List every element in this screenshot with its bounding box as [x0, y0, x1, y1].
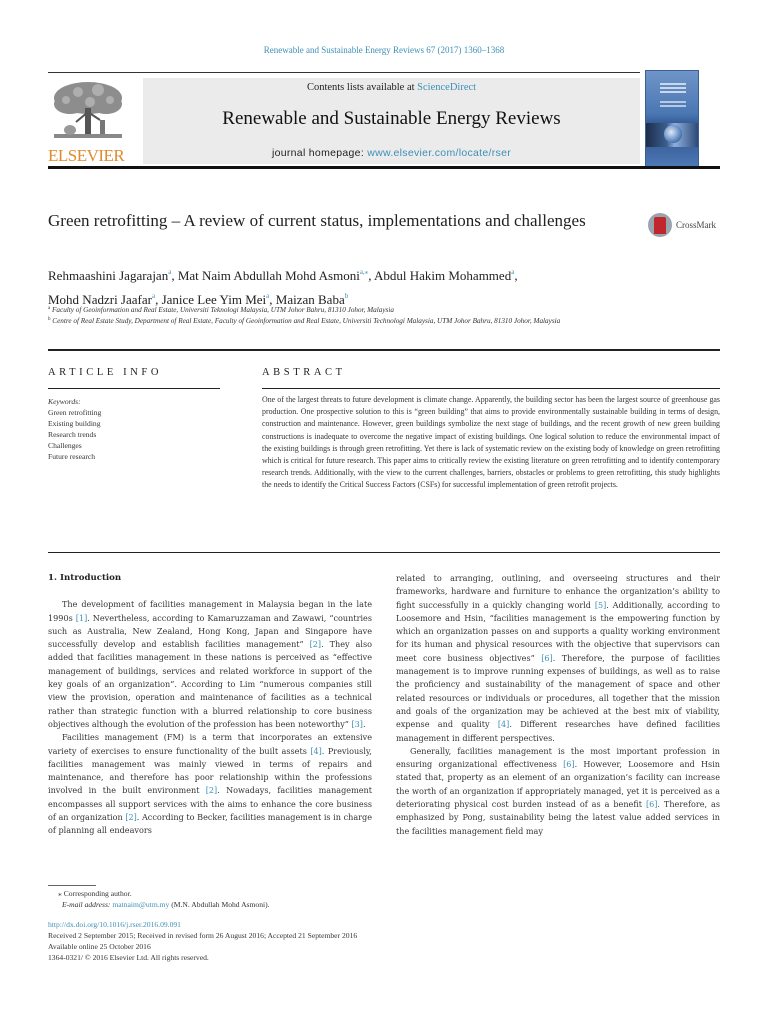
contents-available-line [143, 82, 640, 93]
divider [48, 349, 720, 351]
keywords-label: Keywords: [48, 397, 81, 406]
body-column-right [396, 572, 720, 838]
article-title: Green retrofitting – A review of current status, implementations and challenges [48, 211, 586, 230]
right-paragraphs [396, 572, 720, 838]
masthead-bottom-rule [48, 166, 720, 169]
keywords-block [48, 396, 220, 462]
sciencedirect-link[interactable]: ScienceDirect [417, 82, 477, 93]
citation-link[interactable]: [2] [205, 785, 218, 796]
citation-link[interactable]: [6] [563, 759, 575, 770]
body-paragraph: Facilities management (FM) is a term that incorporates an extensive variety of exercises to ensure functionality of the built assets [4]. Previously, facilities management was mainly viewed in terms of repairs and maintenance, and therefore has poor relationship within the professions involved in the built environment [2]. Nowadays, facilities management encompasses all support services with the aims to enhance the core business of an organization [2]. According to Becker, facilities management is in charge of planning all endeavors [48, 732, 373, 836]
crossmark-label: CrossMark [676, 220, 716, 230]
homepage-prefix: journal homepage: [271, 147, 368, 159]
author-list: Rehmaashini Jagarajan$^a$, Mat Naim Abdullah Mohd Asmoni$^{a,⁎}$, Abdul Hakim Mohammed$^a$, Mohd Nadzri Jaafar$^a$, Janice Lee Yim Mei$^a$, Maizan Baba$^b$ [48, 268, 518, 307]
divider [262, 388, 720, 389]
journal-masthead [143, 78, 640, 164]
cover-title-lines [660, 83, 686, 85]
corresponding-author-note: ⁎ Corresponding author. [58, 889, 132, 898]
author[interactable]: Rehmaashini Jagarajan$^a$ [48, 268, 172, 283]
journal-cover-thumbnail[interactable] [645, 70, 699, 167]
abstract-text: One of the largest threats to future development is climate change. Apparently, the building sector has been the largest source of greenhouse gas production. One prospective solution to this is “green building” that aims to provide environmentally sustainable building in terms of design, construction and maintenance. However, green buildings symbolize the next stage of buildings, and the recent growth of new green building constructions is inadequate to overcome the negative impact of existing buildings. One logical solution to reduce the environmental impact of the existing buildings is through green retrofitting. Yet there is lack of systematic review on the existing body of knowledge on green retrofitting which is critical for future research. This paper aims to critically review the existing literature on green retrofitting and to identify contemporary research trends. Additionally, with the view to the current challenges, barriers, obstacles or problems to green retrofitting, this study highlights the needs to identify the Critical Success Factors (CSFs) for successful implementation of green retrofit projects. [262, 395, 720, 490]
journal-homepage-line [143, 147, 640, 159]
body-paragraph: The development of facilities management in Malaysia began in the late 1990s [1]. Nevertheless, according to Kamaruzzaman and Zawawi, “countries such as Australia, New Zealand, Hong Kong, Japan and Singapore have successfully develop and establish facilities management” [2]. They also added that facilities management in these nations is perceived as “effective management of buildings, services and related workforce in support of the key goals of an organization”. According to Lim “numerous companies still view the provision, operation and maintenance of facilities as a technical rather than strategic function with a blurred relationship to core business objectives although the evolution of the profession has been noteworthy” [3]. [48, 599, 373, 729]
article-info-heading: ARTICLE INFO [48, 367, 163, 378]
crossmark-icon [648, 213, 672, 237]
affiliations [48, 304, 708, 326]
journal-homepage-link[interactable]: www.elsevier.com/locate/rser [367, 147, 512, 159]
email-note: E-mail address: matnaim@utm.my (M.N. Abdullah Mohd Asmoni). [62, 900, 270, 909]
citation-link[interactable]: [1] [75, 612, 88, 623]
publication-info [48, 919, 568, 963]
divider [48, 552, 720, 553]
publication-history: Received 2 September 2015; Received in revised form 26 August 2016; Accepted 21 September 2016 [48, 931, 358, 940]
author[interactable]: Mat Naim Abdullah Mohd Asmoni$^{a,⁎}$ [177, 268, 369, 283]
citation-link[interactable]: [4] [497, 719, 510, 730]
masthead-top-rule [48, 72, 640, 73]
keyword: Challenges [48, 441, 82, 450]
running-head[interactable]: Renewable and Sustainable Energy Reviews 67 (2017) 1360–1368 [263, 45, 505, 55]
available-online: Available online 25 October 2016 [48, 942, 151, 951]
footnotes [48, 888, 488, 910]
citation-link[interactable]: [5] [594, 599, 607, 610]
doi-link[interactable]: http://dx.doi.org/10.1016/j.rser.2016.09.091 [48, 920, 181, 929]
keyword: Existing building [48, 419, 101, 428]
journal-title: Renewable and Sustainable Energy Reviews [222, 108, 561, 129]
publisher-name: ELSEVIER [48, 146, 125, 165]
divider [48, 388, 220, 389]
keyword: Research trends [48, 430, 97, 439]
copyright-notice: 1364-0321/ © 2016 Elsevier Ltd. All rights reserved. [48, 953, 209, 962]
globe-icon [664, 125, 682, 143]
citation-link[interactable]: [3] [351, 718, 363, 729]
author[interactable]: Mohd Nadzri Jaafar$^a$ [48, 292, 156, 307]
affiliation-a: $^a$ Faculty of Geoinformation and Real Estate, Universiti Teknologi Malaysia, UTM Johor Bahru, 81310 Johor, Malaysia [48, 306, 394, 314]
author[interactable]: Maizan Baba$^b$ [275, 292, 349, 307]
author[interactable]: Abdul Hakim Mohammed$^a$ [373, 268, 515, 283]
keyword: Future research [48, 452, 96, 461]
author[interactable]: Janice Lee Yim Mei$^a$ [161, 292, 270, 307]
citation-link[interactable]: [6] [541, 652, 553, 663]
body-column-left [48, 572, 372, 838]
crossmark-button[interactable] [648, 213, 728, 239]
citation-link[interactable]: [2] [125, 812, 137, 823]
abstract-heading: ABSTRACT [262, 367, 346, 378]
left-paragraphs [48, 598, 372, 837]
body-paragraph: Generally, facilities management is the most important profession in ensuring organizational effectiveness [6]. However, Loosemore and Hsin stated that, property as an element of an organization’s facility can increase the worth of an organization if appropriately managed, yet it is perceived as a deteriorating physical cost burden instead of as a benefit [6]. Therefore, as emphasized by Pong, sustainability being the latest value added services in the facilities management field may [396, 745, 720, 836]
footnote-rule [48, 885, 96, 886]
keyword: Green retrofitting [48, 408, 102, 417]
citation-link[interactable]: [6] [645, 799, 658, 810]
citation-link[interactable]: [4] [310, 745, 322, 756]
section-heading: 1. Introduction [48, 573, 122, 583]
citation-link[interactable]: [2] [309, 639, 322, 650]
email-link[interactable]: matnaim@utm.my [112, 900, 170, 909]
affiliation-b: $^b$ Centre of Real Estate Study, Department of Real Estate, Faculty of Geoinformation and Real Estate, Universiti Technologi Malaysia, UTM Johor Bahru, 81310 Johor, Malaysia [48, 317, 561, 325]
body-paragraph: related to arranging, outlining, and overseeing structures and their frameworks, hardware and furniture to enhance the organization’s ability to fight successfully in a quickly changing world [5]. Additionally, according to Loosemore and Hsin, “facilities management is the empowering function by which an organization passes on and supports a quality working environment for its human and physical resources with the objective that supervisors can meet core business objectives” [6]. Therefore, the purpose of facilities management is to improve running expenses of buildings, as well as to raise the proficiency and sustainability of the management of space and other related resources or individuals or procedures, all together that the mission and goals of the organization may be achieved at the best mix of viability, expense and quality [4]. Different researches have defined facilities management in different perspectives. [396, 573, 721, 743]
contents-prefix: Contents lists available at [306, 82, 418, 93]
